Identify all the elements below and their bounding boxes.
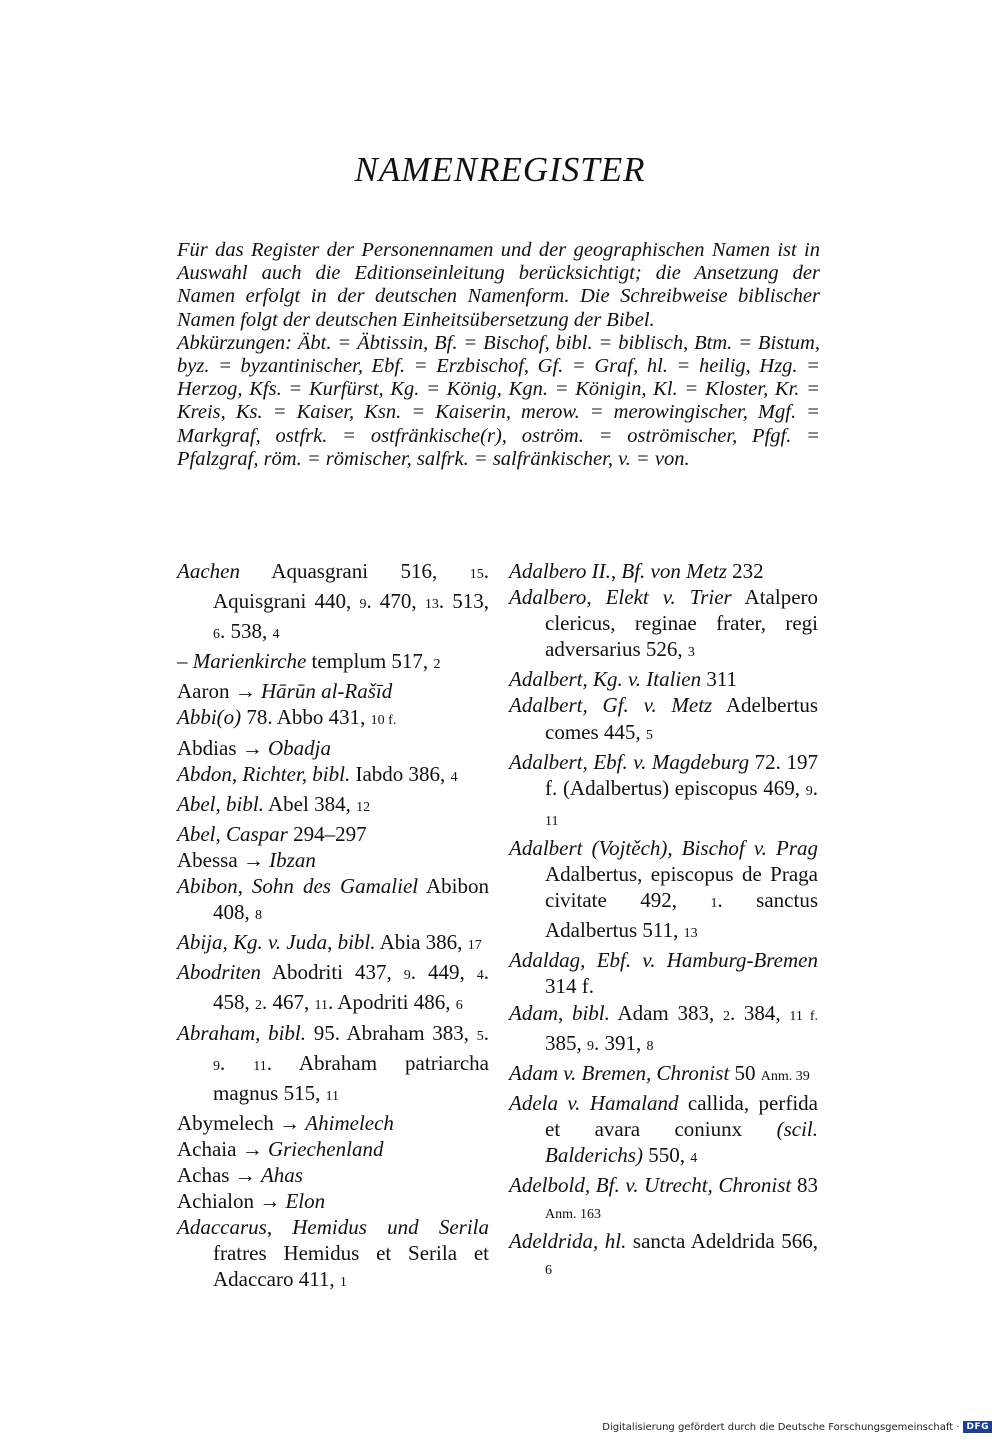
register-entry bbox=[509, 1000, 818, 1060]
entry-headword: Adaccarus, Hemidus und Serila bbox=[177, 1215, 489, 1240]
register-entry bbox=[509, 1060, 818, 1090]
register-entry bbox=[177, 678, 489, 704]
line-number: 12 bbox=[356, 799, 371, 815]
entry-text: – bbox=[177, 649, 193, 674]
entry-text: Iabdo 386, bbox=[350, 761, 451, 786]
entry-text: . bbox=[220, 1050, 254, 1075]
entry-text: . 513, bbox=[438, 589, 490, 614]
entry-headword: Adelbold, Bf. v. Utrecht, Chronist bbox=[509, 1173, 792, 1198]
entry-text: Achialon → bbox=[177, 1189, 286, 1214]
introduction bbox=[177, 239, 820, 471]
entry-headword: Adam v. Bremen, Chronist bbox=[509, 1060, 730, 1085]
register-entry bbox=[509, 1090, 818, 1172]
line-number: 8 bbox=[646, 1038, 654, 1054]
register-column-left bbox=[177, 558, 489, 1296]
dfg-logo: DFG bbox=[963, 1421, 992, 1433]
entry-text: . bbox=[812, 775, 818, 800]
line-number: 11 f. bbox=[789, 1008, 818, 1024]
line-number: 9 bbox=[359, 597, 367, 613]
entry-text: 550, bbox=[642, 1142, 691, 1167]
entry-text: 385, bbox=[545, 1030, 587, 1055]
entry-text: Abessa → bbox=[177, 847, 270, 872]
line-number: 11 bbox=[314, 998, 328, 1014]
line-number: 9 bbox=[587, 1038, 594, 1054]
entry-text: . Abraham patriarcha magnus 515, bbox=[213, 1050, 489, 1105]
entry-text: Abymelech → bbox=[177, 1110, 306, 1135]
line-number: 4 bbox=[272, 627, 280, 643]
line-number: 6 bbox=[545, 1263, 552, 1279]
entry-text: 78. Abbo 431, bbox=[241, 705, 371, 730]
entry-headword: Adalbero II., Bf. von Metz bbox=[509, 559, 727, 583]
register-column-right bbox=[509, 558, 818, 1284]
line-number: 6 bbox=[213, 627, 220, 643]
line-number: 11 bbox=[545, 813, 559, 829]
entry-text: 50 bbox=[729, 1060, 761, 1085]
entry-headword: Abel, bibl. bbox=[177, 791, 264, 816]
line-number: 9 bbox=[403, 968, 411, 984]
line-number: 4 bbox=[476, 968, 484, 984]
register-entry bbox=[509, 666, 818, 692]
register-entry bbox=[177, 959, 489, 1019]
entry-text: . bbox=[483, 1020, 489, 1045]
entry-headword: Griechenland bbox=[267, 1136, 384, 1161]
entry-headword: Elon bbox=[285, 1189, 326, 1214]
register-entry bbox=[177, 1188, 489, 1214]
entry-text: fratres Hemidus et Serila et Adaccaro 411, bbox=[213, 1241, 489, 1292]
line-number: 4 bbox=[690, 1150, 698, 1166]
line-number: 2 bbox=[255, 998, 262, 1014]
entry-text: Abdias → bbox=[177, 735, 268, 760]
register-entry bbox=[177, 735, 489, 761]
entry-text: . 538, bbox=[220, 619, 273, 644]
line-number: Anm. 163 bbox=[545, 1207, 601, 1223]
line-number: 11 bbox=[325, 1088, 340, 1104]
entry-text: 294–297 bbox=[287, 821, 367, 846]
register-entry bbox=[177, 704, 489, 734]
register-entry bbox=[177, 648, 489, 678]
entry-headword: Adalbero, Elekt v. Trier bbox=[509, 585, 732, 610]
entry-text: . 467, bbox=[262, 990, 315, 1015]
entry-text: Abia 386, bbox=[375, 930, 468, 955]
entry-text: 72. 197 f. (Adalbertus) episcopus 469, bbox=[545, 749, 819, 800]
entry-text: Adalbertus, episcopus de Praga civitate 492, bbox=[545, 862, 818, 913]
line-number: 17 bbox=[467, 938, 482, 954]
line-number: 1 bbox=[710, 896, 718, 912]
entry-text: . 384, bbox=[729, 1000, 790, 1025]
entry-headword: Adalbert, Ebf. v. Magdeburg bbox=[509, 749, 750, 774]
line-number: 1 bbox=[339, 1275, 347, 1291]
entry-headword: (scil. Balderichs) bbox=[545, 1116, 818, 1167]
line-number: 15 bbox=[469, 567, 484, 582]
register-entry bbox=[177, 847, 489, 873]
abbreviations-paragraph: Abkürzungen: Äbt. = Äbtissin, Bf. = Bischof, bibl. = biblisch, Btm. = Bistum, byz. = byzantinischer, Ebf. = Erzbischof, Gf. = Graf, hl. = heilig, Hzg. = Herzog, Kfs. = Kurfürst, Kg. = König, Kgn. = Königin, Kl. = Kloster, Kr. = Kreis, Ks. = Kaiser, Ksn. = Kaiserin, merow. = merowingischer, Mgf. = Markgraf, ostfrk. = ostfränkische(r), oström. = oströmischer, Pfgf. = Pfalzgraf, röm. = römischer, salfrk. = salfränkischer, v. = von. bbox=[177, 331, 820, 470]
entry-text: Abibon 408, bbox=[213, 874, 490, 925]
register-entry bbox=[177, 1162, 489, 1188]
line-number: 5 bbox=[645, 727, 653, 743]
entry-text: Aquasgrani 516, bbox=[239, 559, 470, 583]
register-entry bbox=[177, 929, 489, 959]
register-entry bbox=[177, 558, 489, 648]
line-number: 2 bbox=[433, 657, 441, 673]
footer-text: Digitalisierung gefördert durch die Deutsche Forschungsgemeinschaft · bbox=[602, 1421, 960, 1433]
entry-headword: Abija, Kg. v. Juda, bibl. bbox=[177, 930, 376, 955]
entry-headword: Abdon, Richter, bibl. bbox=[177, 761, 351, 786]
register-entry bbox=[177, 873, 489, 929]
line-number: 6 bbox=[455, 998, 463, 1014]
register-entry bbox=[509, 835, 818, 947]
entry-headword: Abraham, bibl. bbox=[177, 1020, 307, 1045]
entry-headword: Adam, bibl. bbox=[509, 1000, 610, 1025]
entry-text: . 470, bbox=[366, 589, 425, 614]
entry-text: callida, perfida et avara coniunx bbox=[545, 1090, 818, 1141]
entry-headword: Abbi(o) bbox=[177, 705, 242, 730]
register-entry bbox=[177, 1214, 489, 1296]
entry-text: Abodriti 437, bbox=[261, 960, 404, 985]
entry-text: 83 bbox=[791, 1173, 818, 1198]
register-entry bbox=[177, 1020, 489, 1110]
entry-headword: Abel, Caspar bbox=[177, 821, 288, 846]
line-number: Anm. 39 bbox=[760, 1068, 810, 1084]
entry-text: . 391, bbox=[594, 1030, 647, 1055]
entry-headword: Obadja bbox=[268, 735, 331, 760]
entry-text: 314 f. bbox=[545, 974, 594, 999]
entry-text: . sanctus Adalbertus 511, bbox=[545, 888, 818, 943]
line-number: 3 bbox=[687, 645, 695, 661]
entry-text: Abel 384, bbox=[263, 791, 357, 816]
entry-headword: Adaldag, Ebf. v. Hamburg-Bremen bbox=[509, 948, 818, 973]
entry-text: 232 bbox=[726, 559, 764, 583]
line-number: 13 bbox=[424, 597, 439, 613]
entry-headword: Adalbert (Vojtěch), Bischof v. Prag bbox=[509, 835, 818, 860]
register-entry bbox=[509, 584, 818, 666]
entry-headword: Adela v. Hamaland bbox=[509, 1090, 679, 1115]
register-entry bbox=[509, 558, 818, 584]
entry-text: Adelbertus comes 445, bbox=[545, 693, 818, 744]
register-entry bbox=[509, 1172, 818, 1228]
entry-headword: Aachen bbox=[177, 559, 240, 583]
intro-paragraph: Für das Register der Personennamen und der geographischen Namen ist in Auswahl auch die Editionseinleitung berücksichtigt; die Ansetzung der Namen erfolgt in der deutschen Namenform. Die Schreibweise biblischer Namen folgt der deutschen Einheitsübersetzung der Bibel. bbox=[177, 239, 820, 331]
register-entry bbox=[177, 821, 489, 847]
register-entry bbox=[509, 1228, 818, 1284]
entry-text: Achas → bbox=[177, 1162, 261, 1187]
line-number: 13 bbox=[683, 926, 698, 942]
entry-text: 95. Abraham 383, bbox=[306, 1020, 477, 1045]
entry-text: Adam 383, bbox=[609, 1000, 723, 1025]
line-number: 2 bbox=[722, 1008, 730, 1024]
footer bbox=[602, 1421, 992, 1433]
register-entry bbox=[177, 791, 489, 821]
line-number: 5 bbox=[476, 1028, 484, 1044]
register-entry bbox=[177, 761, 489, 791]
entry-headword: Abodriten bbox=[177, 960, 261, 985]
entry-text: . 458, bbox=[213, 960, 489, 1015]
register-entry bbox=[177, 1110, 489, 1136]
register-entry bbox=[509, 692, 818, 748]
register-entry bbox=[177, 1136, 489, 1162]
entry-headword: Adalbert, Kg. v. Italien bbox=[509, 667, 702, 692]
entry-text: . Apodriti 486, bbox=[327, 990, 456, 1015]
entry-text: Aaron → bbox=[177, 679, 261, 704]
entry-headword: Adalbert, Gf. v. Metz bbox=[509, 693, 713, 718]
entry-text: 311 bbox=[701, 667, 738, 692]
entry-text: templum 517, bbox=[306, 649, 434, 674]
line-number: 4 bbox=[450, 769, 458, 785]
line-number: 10 f. bbox=[370, 713, 397, 729]
entry-text: Atalpero clericus, reginae frater, regi adversarius 526, bbox=[545, 585, 819, 662]
entry-headword: Hārūn al-Rašīd bbox=[260, 679, 393, 704]
entry-text: . Aquisgrani 440, bbox=[213, 559, 489, 614]
line-number: 9 bbox=[805, 783, 813, 799]
entry-headword: Marienkirche bbox=[192, 649, 307, 674]
entry-headword: Adeldrida, hl. bbox=[509, 1229, 627, 1254]
entry-text: Achaia → bbox=[177, 1136, 268, 1161]
entry-headword: Ibzan bbox=[269, 847, 316, 872]
entry-text: . 449, bbox=[410, 960, 477, 985]
entry-text: sancta Adeldrida 566, bbox=[626, 1229, 818, 1254]
line-number: 8 bbox=[255, 908, 262, 924]
entry-headword: Ahimelech bbox=[305, 1110, 394, 1135]
line-number: 9 bbox=[213, 1058, 220, 1074]
line-number: 11 bbox=[253, 1058, 267, 1074]
register-entry bbox=[509, 749, 818, 835]
register-entry bbox=[509, 947, 818, 999]
page-title: NAMENREGISTER bbox=[354, 150, 646, 189]
entry-headword: Ahas bbox=[260, 1162, 303, 1187]
entry-headword: Abibon, Sohn des Gamaliel bbox=[177, 874, 419, 899]
